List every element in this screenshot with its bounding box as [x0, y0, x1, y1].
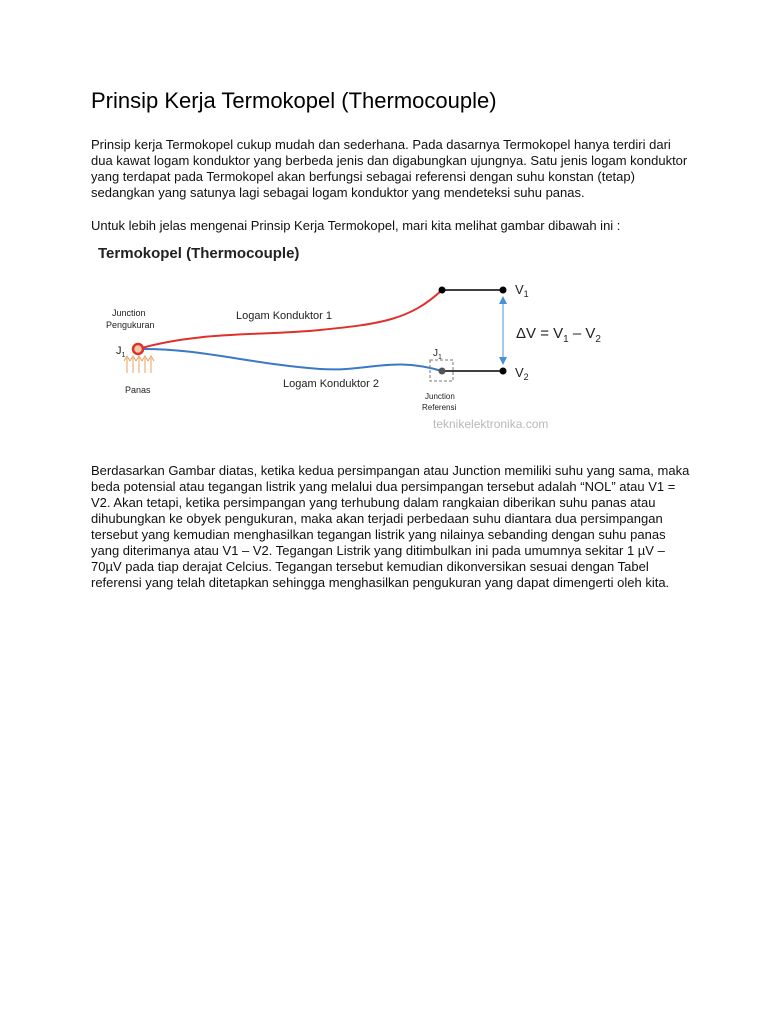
terminal-v2-dot [500, 368, 507, 375]
junction-reference-point [439, 368, 446, 375]
terminal-v1-dot [500, 287, 507, 294]
paragraph-explanation: Berdasarkan Gambar diatas, ketika kedua persimpangan atau Junction memiliki suhu yang sama, maka beda potensial atau tegangan listrik yang melalui dua persimpangan tersebut adalah “NOL” atau V1 = V2. Akan tetapi, ketika persimpangan yang terhubung dalam rangkaian diberikan suhu panas atau dihubungkan ke obyek pengukuran, maka akan terjadi perbedaan suhu diantara dua persimpangan tersebut yang kemudian menghasilkan tegangan listrik yang nilainya sebanding dengan suhu panas yang diterimanya atau V1 – V2. Tegangan Listrik yang ditimbulkan ini pada umumnya sekitar 1 µV – 70µV pada tiap derajat Celcius. Tegangan tersebut kemudian dikonversikan sesuai dengan Tabel referensi yang telah ditetapkan sehingga menghasilkan pengukuran yang dapat dimengerti oleh kita. [91, 463, 690, 590]
junction-measure-label-2: Pengukuran [106, 320, 155, 330]
j1-reference-label: $J_1$ [433, 348, 442, 361]
junction-reference-label-1: Junction [425, 392, 455, 401]
thermocouple-diagram [90, 236, 650, 450]
paragraph-figure-intro: Untuk lebih jelas mengenai Prinsip Kerja Termokopel, mari kita melihat gambar dibawah ini : [91, 218, 621, 233]
terminal-dot-1 [439, 287, 446, 294]
conductor-2-wire [138, 349, 442, 371]
thermocouple-figure [90, 236, 650, 450]
heat-arrows [124, 356, 154, 373]
v2-label: $V_2$ [515, 365, 529, 382]
v1-label: $V_1$ [515, 282, 529, 299]
conductor-1-label: Logam Konduktor 1 [236, 310, 333, 322]
junction-measure-point [133, 344, 143, 354]
paragraph-intro: Prinsip kerja Termokopel cukup mudah dan sederhana. Pada dasarnya Termokopel hanya terdiri dari dua kawat logam konduktor yang berbeda jenis dan digabungkan ujungnya. Satu jenis logam konduktor yang terdapat pada Termokopel akan berfungsi sebagai referensi dengan suhu konstan (tetap) sedangkan yang satunya lagi sebagai logam konduktor yang mendeteksi suhu panas. [91, 137, 688, 200]
junction-measure-label-1: Junction [112, 308, 146, 318]
watermark-text: teknikelektronika.com [433, 417, 549, 431]
figure-title: Termokopel (Thermocouple) [98, 245, 300, 262]
page-title: Prinsip Kerja Termokopel (Thermocouple) [91, 88, 497, 113]
j1-left-label: $J_1$ [116, 345, 126, 359]
junction-reference-label-2: Referensi [422, 403, 457, 412]
delta-v-equation: $\Delta V = V_1 - V_2$ [516, 325, 601, 345]
conductor-2-label: Logam Konduktor 2 [283, 378, 380, 390]
panas-label: Panas [125, 385, 151, 395]
